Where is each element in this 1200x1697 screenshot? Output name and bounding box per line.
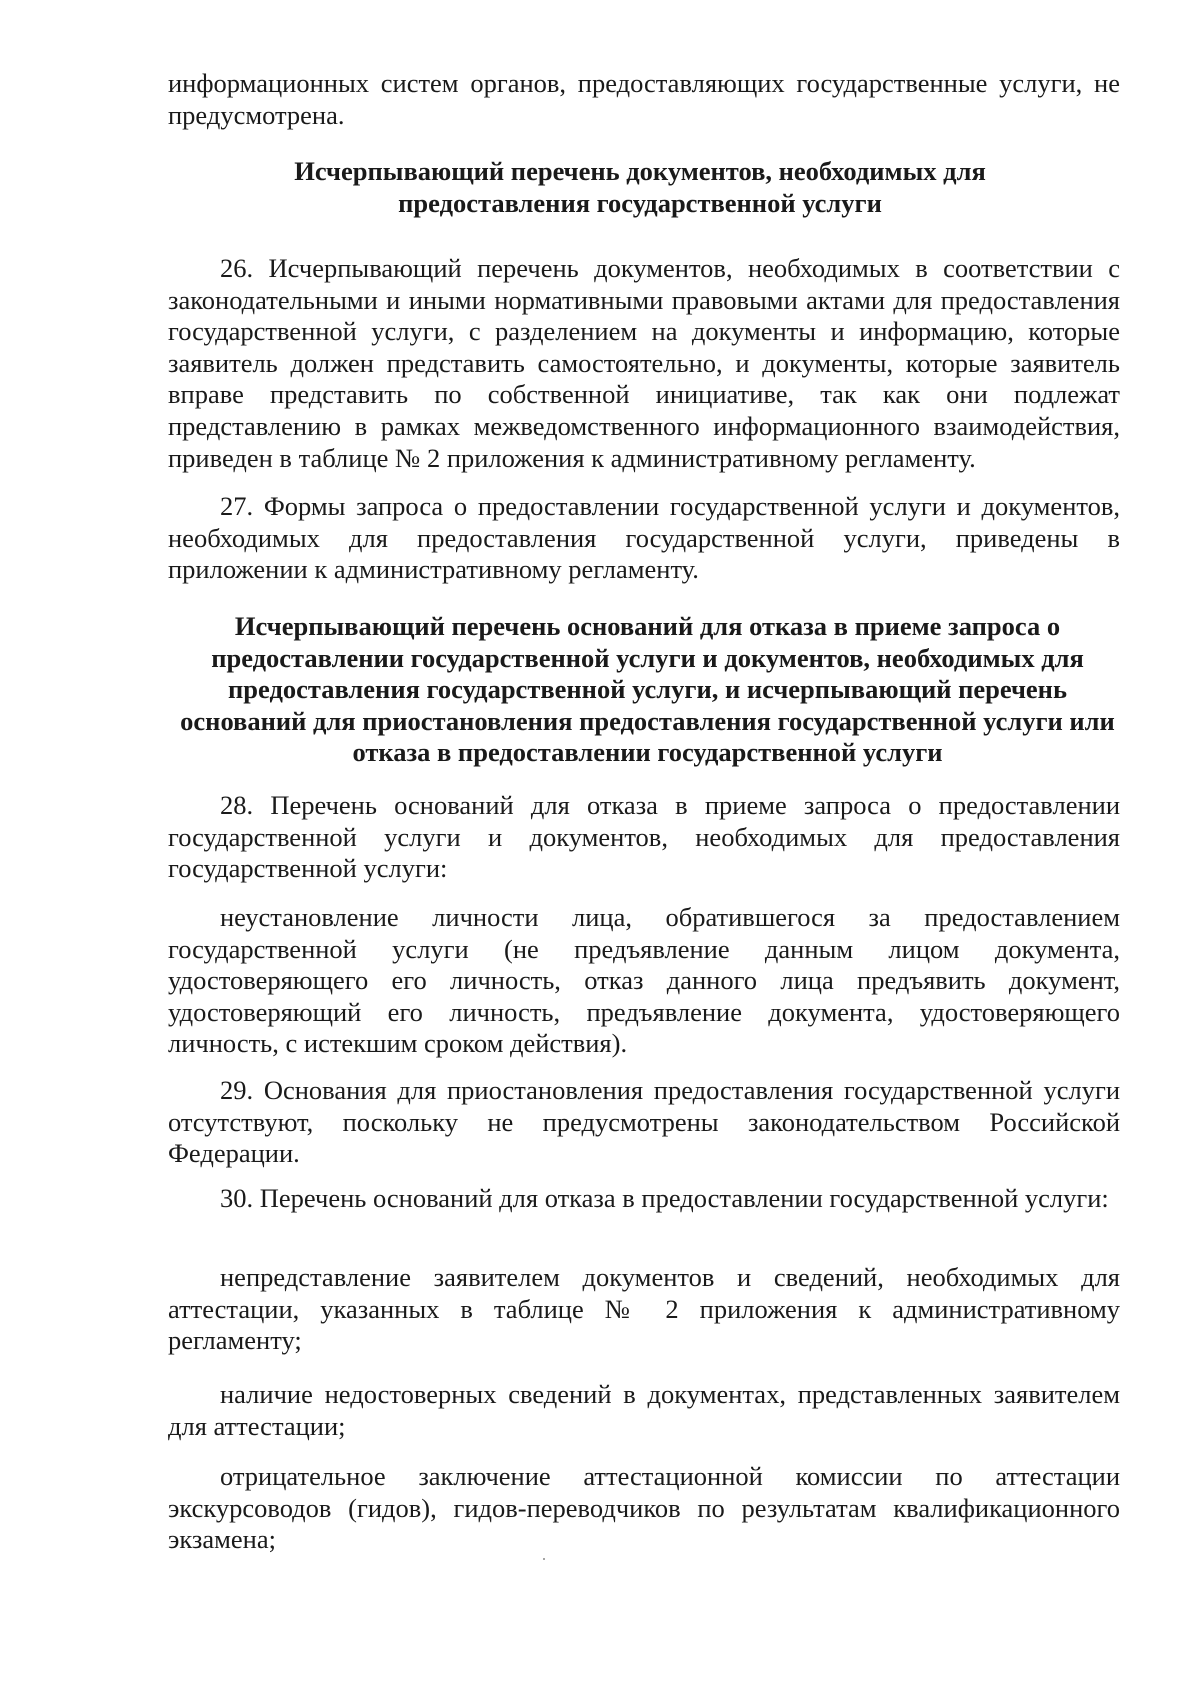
paragraph-30-item-1: непредставление заявителем документов и сведений, необходимых для аттестации, указанных в таблице № 2 приложения к административному регламенту;: [168, 1262, 1120, 1356]
paragraph-28: 28. Перечень оснований для отказа в приеме запроса о предоставлении государственной услуги и документов, необходимых для предоставления государственной услуги:: [168, 790, 1120, 884]
paragraph-28-item: неустановление личности лица, обратившегося за предоставлением государственной услуги (не предъявление данным лицом документа, удостоверяющего его личность, отказ данного лица предъявить документ, удостоверяющий его личность, предъявление документа, удостоверяющего личность, с истекшим сроком действия).: [168, 902, 1120, 1059]
intro-paragraph: информационных систем органов, предоставляющих государственные услуги, не предусмотрена.: [168, 68, 1120, 130]
paragraph-26: 26. Исчерпывающий перечень документов, необходимых в соответствии с законодательными и иными нормативными правовыми актами для предоставления государственной услуги, с разделением на документы и информацию, которые заявитель должен представить самостоятельно, и документы, которые заявитель вправе представить по собственной инициативе, так как они подлежат представлению в рамках межведомственного информационного взаимодействия, приведен в таблице № 2 приложения к административному регламенту.: [168, 253, 1120, 473]
paragraph-27: 27. Формы запроса о предоставлении государственной услуги и документов, необходимых для предоставления государственной услуги, приведены в приложении к административному регламенту.: [168, 491, 1120, 585]
section-heading-documents: Исчерпывающий перечень документов, необходимых для предоставления государственной услуги: [294, 156, 986, 218]
scan-speck: [543, 1558, 545, 1560]
section-heading-refusal-grounds: Исчерпывающий перечень оснований для отказа в приеме запроса о предоставлении государственной услуги и документов, необходимых для предоставления государственной услуги, и исчерпывающий перечень оснований для приостановления предоставления государственной услуги или отказа в предоставлении государственной услуги: [180, 611, 1115, 768]
paragraph-29: 29. Основания для приостановления предоставления государственной услуги отсутствуют, поскольку не предусмотрены законодательством Российской Федерации.: [168, 1075, 1120, 1169]
paragraph-30: 30. Перечень оснований для отказа в предоставлении государственной услуги:: [220, 1183, 1109, 1213]
paragraph-30-item-2: наличие недостоверных сведений в документах, представленных заявителем для аттестации;: [168, 1379, 1120, 1441]
paragraph-30-item-3: отрицательное заключение аттестационной комиссии по аттестации экскурсоводов (гидов), гидов-переводчиков по результатам квалификационного экзамена;: [168, 1461, 1120, 1555]
